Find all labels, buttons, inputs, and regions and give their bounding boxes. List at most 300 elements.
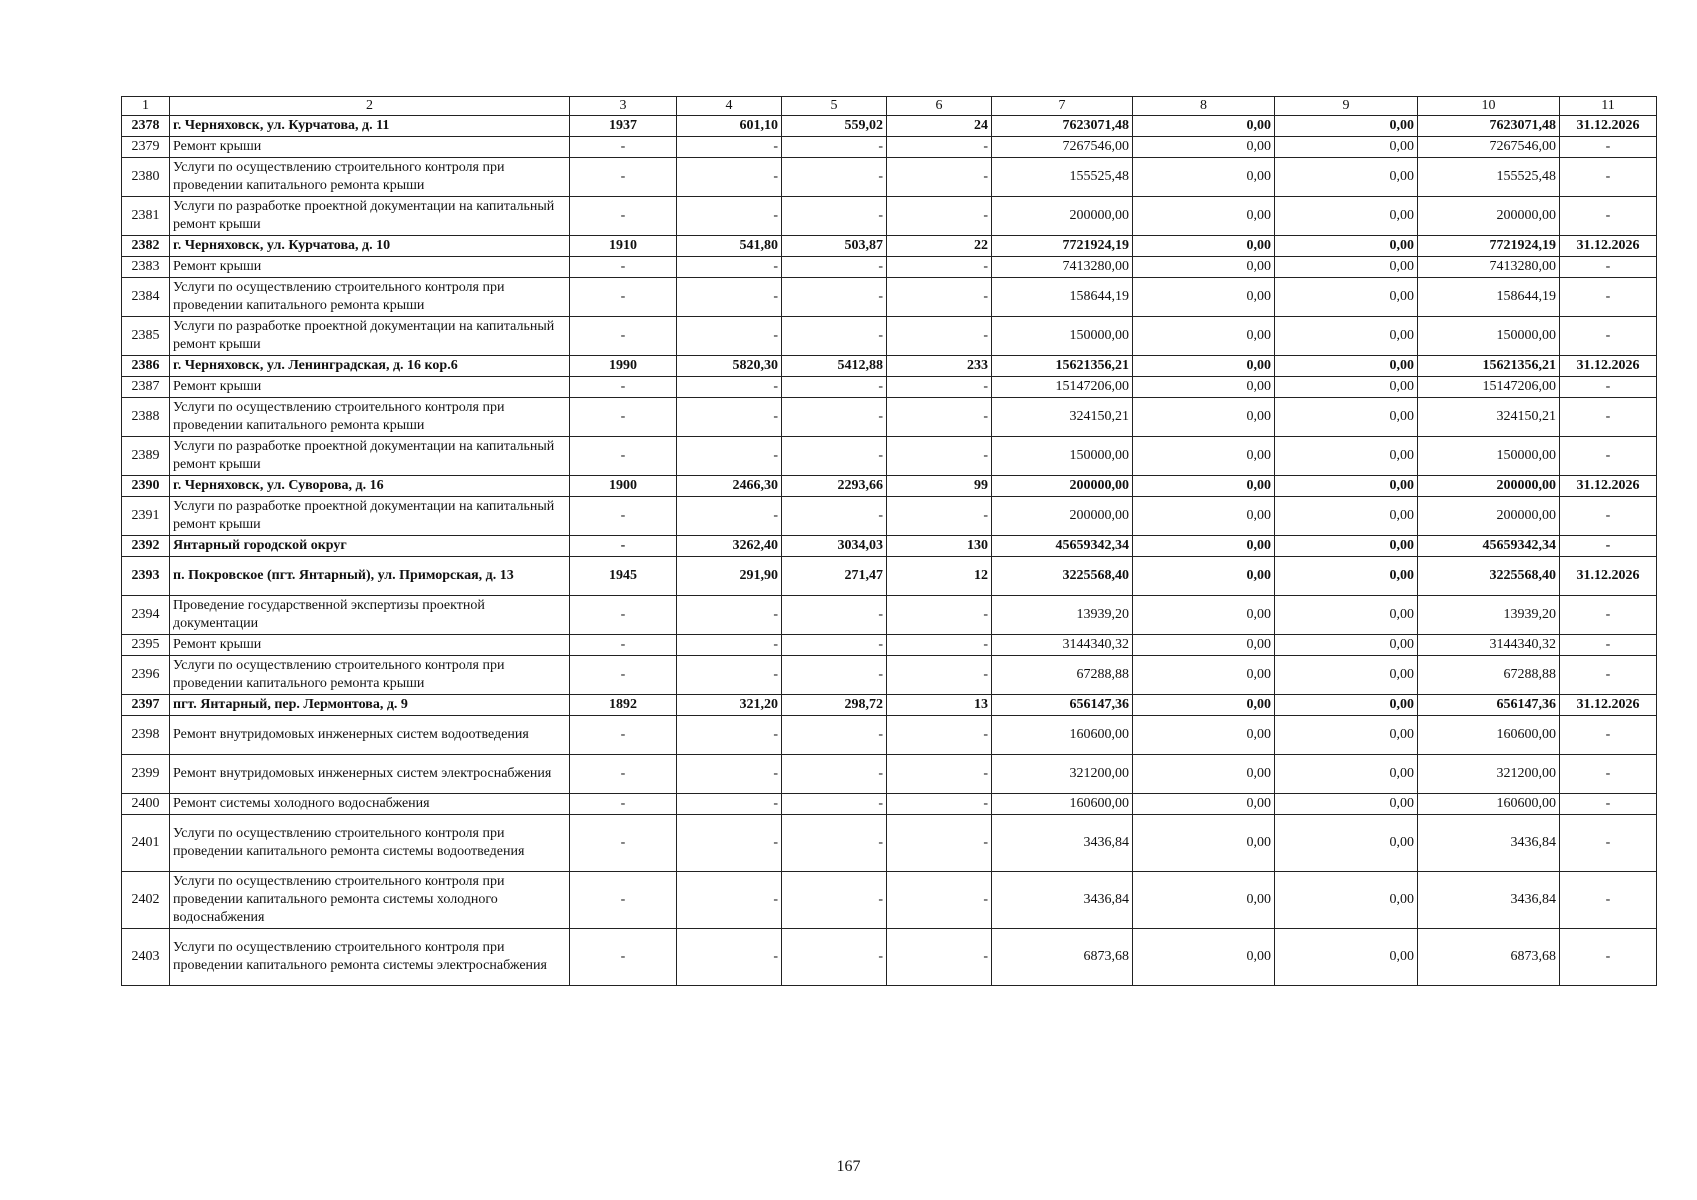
column-header: 10 xyxy=(1418,97,1560,116)
residents-count-cell: - xyxy=(887,794,992,815)
total-cost-cell: 160600,00 xyxy=(992,794,1133,815)
living-area-cell: 3034,03 xyxy=(782,536,887,557)
regional-funds-cell: 0,00 xyxy=(1133,257,1275,278)
item-description-cell: Проведение государственной экспертизы проектной документации xyxy=(170,596,570,635)
local-funds-cell: 0,00 xyxy=(1275,716,1418,755)
local-funds-cell: 0,00 xyxy=(1275,317,1418,356)
owner-funds-cell: 15621356,21 xyxy=(1418,356,1560,377)
row-number-cell: 2396 xyxy=(122,656,170,695)
living-area-cell: 5412,88 xyxy=(782,356,887,377)
living-area-cell: - xyxy=(782,716,887,755)
residents-count-cell: - xyxy=(887,377,992,398)
row-number-cell: 2400 xyxy=(122,794,170,815)
residents-count-cell: - xyxy=(887,197,992,236)
completion-date-cell: - xyxy=(1560,137,1657,158)
local-funds-cell: 0,00 xyxy=(1275,257,1418,278)
table-row xyxy=(122,596,1657,635)
living-area-cell: - xyxy=(782,317,887,356)
completion-date-cell: 31.12.2026 xyxy=(1560,236,1657,257)
year-built-cell: - xyxy=(570,596,677,635)
total-cost-cell: 7413280,00 xyxy=(992,257,1133,278)
living-area-cell: 271,47 xyxy=(782,557,887,596)
item-description-cell: г. Черняховск, ул. Курчатова, д. 10 xyxy=(170,236,570,257)
total-cost-cell: 13939,20 xyxy=(992,596,1133,635)
regional-funds-cell: 0,00 xyxy=(1133,278,1275,317)
year-built-cell: - xyxy=(570,815,677,872)
owner-funds-cell: 158644,19 xyxy=(1418,278,1560,317)
total-area-cell: 601,10 xyxy=(677,116,782,137)
row-number-cell: 2379 xyxy=(122,137,170,158)
residents-count-cell: 12 xyxy=(887,557,992,596)
regional-funds-cell: 0,00 xyxy=(1133,815,1275,872)
column-header: 1 xyxy=(122,97,170,116)
item-description-cell: г. Черняховск, ул. Ленинградская, д. 16 кор.6 xyxy=(170,356,570,377)
completion-date-cell: - xyxy=(1560,815,1657,872)
total-cost-cell: 150000,00 xyxy=(992,437,1133,476)
total-area-cell: - xyxy=(677,497,782,536)
regional-funds-cell: 0,00 xyxy=(1133,755,1275,794)
residents-count-cell: - xyxy=(887,635,992,656)
total-cost-cell: 200000,00 xyxy=(992,197,1133,236)
owner-funds-cell: 3436,84 xyxy=(1418,815,1560,872)
column-header: 6 xyxy=(887,97,992,116)
column-header: 4 xyxy=(677,97,782,116)
regional-funds-cell: 0,00 xyxy=(1133,317,1275,356)
living-area-cell: 559,02 xyxy=(782,116,887,137)
owner-funds-cell: 200000,00 xyxy=(1418,497,1560,536)
register-table-container xyxy=(121,96,1656,986)
item-description-cell: г. Черняховск, ул. Курчатова, д. 11 xyxy=(170,116,570,137)
completion-date-cell: - xyxy=(1560,872,1657,929)
local-funds-cell: 0,00 xyxy=(1275,137,1418,158)
total-cost-cell: 7267546,00 xyxy=(992,137,1133,158)
table-row xyxy=(122,536,1657,557)
item-description-cell: Ремонт крыши xyxy=(170,635,570,656)
residents-count-cell: - xyxy=(887,815,992,872)
table-row xyxy=(122,317,1657,356)
item-description-cell: Услуги по осуществлению строительного контроля при проведении капитального ремонта крыши xyxy=(170,158,570,197)
completion-date-cell: - xyxy=(1560,377,1657,398)
year-built-cell: - xyxy=(570,197,677,236)
owner-funds-cell: 13939,20 xyxy=(1418,596,1560,635)
year-built-cell: - xyxy=(570,377,677,398)
regional-funds-cell: 0,00 xyxy=(1133,236,1275,257)
residents-count-cell: - xyxy=(887,656,992,695)
total-area-cell: - xyxy=(677,278,782,317)
total-cost-cell: 3144340,32 xyxy=(992,635,1133,656)
residents-count-cell: - xyxy=(887,596,992,635)
living-area-cell: - xyxy=(782,635,887,656)
owner-funds-cell: 7623071,48 xyxy=(1418,116,1560,137)
column-header: 2 xyxy=(170,97,570,116)
regional-funds-cell: 0,00 xyxy=(1133,437,1275,476)
table-row xyxy=(122,356,1657,377)
total-cost-cell: 15147206,00 xyxy=(992,377,1133,398)
year-built-cell: - xyxy=(570,278,677,317)
residents-count-cell: - xyxy=(887,716,992,755)
regional-funds-cell: 0,00 xyxy=(1133,356,1275,377)
completion-date-cell: - xyxy=(1560,437,1657,476)
year-built-cell: - xyxy=(570,317,677,356)
completion-date-cell: 31.12.2026 xyxy=(1560,116,1657,137)
completion-date-cell: - xyxy=(1560,158,1657,197)
owner-funds-cell: 160600,00 xyxy=(1418,794,1560,815)
regional-funds-cell: 0,00 xyxy=(1133,398,1275,437)
item-description-cell: Услуги по разработке проектной документации на капитальный ремонт крыши xyxy=(170,317,570,356)
local-funds-cell: 0,00 xyxy=(1275,197,1418,236)
living-area-cell: 298,72 xyxy=(782,695,887,716)
row-number-cell: 2394 xyxy=(122,596,170,635)
owner-funds-cell: 45659342,34 xyxy=(1418,536,1560,557)
completion-date-cell: - xyxy=(1560,755,1657,794)
regional-funds-cell: 0,00 xyxy=(1133,872,1275,929)
table-row xyxy=(122,236,1657,257)
column-header: 11 xyxy=(1560,97,1657,116)
residents-count-cell: - xyxy=(887,497,992,536)
total-area-cell: - xyxy=(677,635,782,656)
year-built-cell: - xyxy=(570,158,677,197)
owner-funds-cell: 15147206,00 xyxy=(1418,377,1560,398)
table-row xyxy=(122,158,1657,197)
owner-funds-cell: 150000,00 xyxy=(1418,317,1560,356)
item-description-cell: Ремонт внутридомовых инженерных систем электроснабжения xyxy=(170,755,570,794)
row-number-cell: 2390 xyxy=(122,476,170,497)
owner-funds-cell: 200000,00 xyxy=(1418,197,1560,236)
total-cost-cell: 45659342,34 xyxy=(992,536,1133,557)
row-number-cell: 2403 xyxy=(122,929,170,986)
row-number-cell: 2378 xyxy=(122,116,170,137)
owner-funds-cell: 7721924,19 xyxy=(1418,236,1560,257)
header-row xyxy=(122,97,1657,116)
total-cost-cell: 158644,19 xyxy=(992,278,1133,317)
total-area-cell: 3262,40 xyxy=(677,536,782,557)
row-number-cell: 2391 xyxy=(122,497,170,536)
total-area-cell: - xyxy=(677,929,782,986)
regional-funds-cell: 0,00 xyxy=(1133,656,1275,695)
residents-count-cell: 13 xyxy=(887,695,992,716)
year-built-cell: - xyxy=(570,794,677,815)
year-built-cell: 1910 xyxy=(570,236,677,257)
living-area-cell: - xyxy=(782,656,887,695)
total-cost-cell: 67288,88 xyxy=(992,656,1133,695)
regional-funds-cell: 0,00 xyxy=(1133,635,1275,656)
completion-date-cell: - xyxy=(1560,716,1657,755)
table-row xyxy=(122,815,1657,872)
table-row xyxy=(122,695,1657,716)
owner-funds-cell: 155525,48 xyxy=(1418,158,1560,197)
living-area-cell: - xyxy=(782,197,887,236)
residents-count-cell: - xyxy=(887,398,992,437)
total-cost-cell: 3436,84 xyxy=(992,872,1133,929)
local-funds-cell: 0,00 xyxy=(1275,497,1418,536)
owner-funds-cell: 160600,00 xyxy=(1418,716,1560,755)
total-cost-cell: 656147,36 xyxy=(992,695,1133,716)
completion-date-cell: 31.12.2026 xyxy=(1560,557,1657,596)
year-built-cell: - xyxy=(570,536,677,557)
owner-funds-cell: 6873,68 xyxy=(1418,929,1560,986)
item-description-cell: Услуги по осуществлению строительного контроля при проведении капитального ремонта крыши xyxy=(170,656,570,695)
year-built-cell: - xyxy=(570,497,677,536)
residents-count-cell: 233 xyxy=(887,356,992,377)
column-header: 7 xyxy=(992,97,1133,116)
row-number-cell: 2401 xyxy=(122,815,170,872)
total-area-cell: - xyxy=(677,257,782,278)
total-cost-cell: 6873,68 xyxy=(992,929,1133,986)
living-area-cell: - xyxy=(782,257,887,278)
completion-date-cell: - xyxy=(1560,197,1657,236)
total-area-cell: - xyxy=(677,656,782,695)
item-description-cell: Услуги по осуществлению строительного контроля при проведении капитального ремонта крыши xyxy=(170,398,570,437)
row-number-cell: 2388 xyxy=(122,398,170,437)
total-cost-cell: 150000,00 xyxy=(992,317,1133,356)
table-row xyxy=(122,137,1657,158)
item-description-cell: Услуги по разработке проектной документации на капитальный ремонт крыши xyxy=(170,437,570,476)
total-cost-cell: 200000,00 xyxy=(992,497,1133,536)
residents-count-cell: - xyxy=(887,137,992,158)
total-area-cell: - xyxy=(677,317,782,356)
item-description-cell: Ремонт крыши xyxy=(170,257,570,278)
item-description-cell: пгт. Янтарный, пер. Лермонтова, д. 9 xyxy=(170,695,570,716)
row-number-cell: 2386 xyxy=(122,356,170,377)
completion-date-cell: - xyxy=(1560,536,1657,557)
year-built-cell: - xyxy=(570,398,677,437)
completion-date-cell: 31.12.2026 xyxy=(1560,356,1657,377)
owner-funds-cell: 150000,00 xyxy=(1418,437,1560,476)
local-funds-cell: 0,00 xyxy=(1275,872,1418,929)
local-funds-cell: 0,00 xyxy=(1275,815,1418,872)
completion-date-cell: - xyxy=(1560,794,1657,815)
residents-count-cell: 24 xyxy=(887,116,992,137)
regional-funds-cell: 0,00 xyxy=(1133,377,1275,398)
owner-funds-cell: 3144340,32 xyxy=(1418,635,1560,656)
table-row xyxy=(122,377,1657,398)
total-area-cell: - xyxy=(677,437,782,476)
completion-date-cell: - xyxy=(1560,278,1657,317)
local-funds-cell: 0,00 xyxy=(1275,398,1418,437)
regional-funds-cell: 0,00 xyxy=(1133,716,1275,755)
column-header: 9 xyxy=(1275,97,1418,116)
total-cost-cell: 3225568,40 xyxy=(992,557,1133,596)
residents-count-cell: - xyxy=(887,158,992,197)
total-cost-cell: 7721924,19 xyxy=(992,236,1133,257)
item-description-cell: п. Покровское (пгт. Янтарный), ул. Приморская, д. 13 xyxy=(170,557,570,596)
row-number-cell: 2380 xyxy=(122,158,170,197)
regional-funds-cell: 0,00 xyxy=(1133,794,1275,815)
table-row xyxy=(122,872,1657,929)
row-number-cell: 2383 xyxy=(122,257,170,278)
total-area-cell: 2466,30 xyxy=(677,476,782,497)
register-table xyxy=(121,96,1657,986)
item-description-cell: Ремонт крыши xyxy=(170,377,570,398)
table-row xyxy=(122,278,1657,317)
completion-date-cell: 31.12.2026 xyxy=(1560,695,1657,716)
living-area-cell: - xyxy=(782,278,887,317)
completion-date-cell: - xyxy=(1560,317,1657,356)
living-area-cell: 2293,66 xyxy=(782,476,887,497)
local-funds-cell: 0,00 xyxy=(1275,236,1418,257)
table-row xyxy=(122,197,1657,236)
year-built-cell: - xyxy=(570,635,677,656)
regional-funds-cell: 0,00 xyxy=(1133,476,1275,497)
table-body xyxy=(122,116,1657,986)
row-number-cell: 2389 xyxy=(122,437,170,476)
residents-count-cell: - xyxy=(887,872,992,929)
item-description-cell: Услуги по разработке проектной документации на капитальный ремонт крыши xyxy=(170,197,570,236)
living-area-cell: 503,87 xyxy=(782,236,887,257)
total-area-cell: - xyxy=(677,377,782,398)
row-number-cell: 2381 xyxy=(122,197,170,236)
local-funds-cell: 0,00 xyxy=(1275,596,1418,635)
total-cost-cell: 7623071,48 xyxy=(992,116,1133,137)
year-built-cell: 1945 xyxy=(570,557,677,596)
total-area-cell: - xyxy=(677,815,782,872)
total-area-cell: 541,80 xyxy=(677,236,782,257)
table-row xyxy=(122,794,1657,815)
total-area-cell: - xyxy=(677,197,782,236)
local-funds-cell: 0,00 xyxy=(1275,476,1418,497)
total-cost-cell: 160600,00 xyxy=(992,716,1133,755)
column-header: 8 xyxy=(1133,97,1275,116)
year-built-cell: 1990 xyxy=(570,356,677,377)
page-number: 167 xyxy=(836,1158,861,1175)
living-area-cell: - xyxy=(782,137,887,158)
owner-funds-cell: 7413280,00 xyxy=(1418,257,1560,278)
local-funds-cell: 0,00 xyxy=(1275,158,1418,197)
local-funds-cell: 0,00 xyxy=(1275,536,1418,557)
owner-funds-cell: 324150,21 xyxy=(1418,398,1560,437)
owner-funds-cell: 3436,84 xyxy=(1418,872,1560,929)
year-built-cell: - xyxy=(570,716,677,755)
living-area-cell: - xyxy=(782,497,887,536)
regional-funds-cell: 0,00 xyxy=(1133,197,1275,236)
total-area-cell: - xyxy=(677,716,782,755)
total-area-cell: - xyxy=(677,398,782,437)
living-area-cell: - xyxy=(782,872,887,929)
residents-count-cell: - xyxy=(887,437,992,476)
year-built-cell: 1900 xyxy=(570,476,677,497)
year-built-cell: - xyxy=(570,755,677,794)
living-area-cell: - xyxy=(782,755,887,794)
total-area-cell: - xyxy=(677,137,782,158)
total-area-cell: 291,90 xyxy=(677,557,782,596)
residents-count-cell: - xyxy=(887,257,992,278)
row-number-cell: 2387 xyxy=(122,377,170,398)
completion-date-cell: - xyxy=(1560,929,1657,986)
completion-date-cell: - xyxy=(1560,635,1657,656)
regional-funds-cell: 0,00 xyxy=(1133,137,1275,158)
row-number-cell: 2382 xyxy=(122,236,170,257)
completion-date-cell: - xyxy=(1560,398,1657,437)
local-funds-cell: 0,00 xyxy=(1275,116,1418,137)
item-description-cell: Янтарный городской округ xyxy=(170,536,570,557)
living-area-cell: - xyxy=(782,437,887,476)
owner-funds-cell: 200000,00 xyxy=(1418,476,1560,497)
living-area-cell: - xyxy=(782,158,887,197)
local-funds-cell: 0,00 xyxy=(1275,377,1418,398)
table-row xyxy=(122,116,1657,137)
total-cost-cell: 321200,00 xyxy=(992,755,1133,794)
total-cost-cell: 155525,48 xyxy=(992,158,1133,197)
local-funds-cell: 0,00 xyxy=(1275,656,1418,695)
table-row xyxy=(122,716,1657,755)
local-funds-cell: 0,00 xyxy=(1275,356,1418,377)
regional-funds-cell: 0,00 xyxy=(1133,695,1275,716)
item-description-cell: Услуги по осуществлению строительного контроля при проведении капитального ремонта системы электроснабжения xyxy=(170,929,570,986)
row-number-cell: 2402 xyxy=(122,872,170,929)
total-cost-cell: 15621356,21 xyxy=(992,356,1133,377)
total-area-cell: 5820,30 xyxy=(677,356,782,377)
completion-date-cell: - xyxy=(1560,497,1657,536)
table-row xyxy=(122,437,1657,476)
year-built-cell: - xyxy=(570,437,677,476)
item-description-cell: Ремонт системы холодного водоснабжения xyxy=(170,794,570,815)
row-number-cell: 2395 xyxy=(122,635,170,656)
table-row xyxy=(122,635,1657,656)
table-row xyxy=(122,476,1657,497)
total-area-cell: - xyxy=(677,596,782,635)
item-description-cell: Услуги по разработке проектной документации на капитальный ремонт крыши xyxy=(170,497,570,536)
local-funds-cell: 0,00 xyxy=(1275,557,1418,596)
year-built-cell: - xyxy=(570,257,677,278)
year-built-cell: - xyxy=(570,137,677,158)
table-row xyxy=(122,257,1657,278)
owner-funds-cell: 3225568,40 xyxy=(1418,557,1560,596)
item-description-cell: Услуги по осуществлению строительного контроля при проведении капитального ремонта системы холодного водоснабжения xyxy=(170,872,570,929)
residents-count-cell: - xyxy=(887,755,992,794)
regional-funds-cell: 0,00 xyxy=(1133,497,1275,536)
table-row xyxy=(122,656,1657,695)
row-number-cell: 2385 xyxy=(122,317,170,356)
local-funds-cell: 0,00 xyxy=(1275,437,1418,476)
completion-date-cell: - xyxy=(1560,596,1657,635)
owner-funds-cell: 656147,36 xyxy=(1418,695,1560,716)
item-description-cell: Услуги по осуществлению строительного контроля при проведении капитального ремонта крыши xyxy=(170,278,570,317)
regional-funds-cell: 0,00 xyxy=(1133,596,1275,635)
regional-funds-cell: 0,00 xyxy=(1133,557,1275,596)
residents-count-cell: 22 xyxy=(887,236,992,257)
local-funds-cell: 0,00 xyxy=(1275,695,1418,716)
living-area-cell: - xyxy=(782,377,887,398)
completion-date-cell: 31.12.2026 xyxy=(1560,476,1657,497)
owner-funds-cell: 67288,88 xyxy=(1418,656,1560,695)
column-header: 3 xyxy=(570,97,677,116)
owner-funds-cell: 321200,00 xyxy=(1418,755,1560,794)
local-funds-cell: 0,00 xyxy=(1275,635,1418,656)
regional-funds-cell: 0,00 xyxy=(1133,116,1275,137)
row-number-cell: 2393 xyxy=(122,557,170,596)
residents-count-cell: - xyxy=(887,929,992,986)
table-row xyxy=(122,929,1657,986)
year-built-cell: - xyxy=(570,929,677,986)
regional-funds-cell: 0,00 xyxy=(1133,929,1275,986)
residents-count-cell: - xyxy=(887,278,992,317)
total-cost-cell: 200000,00 xyxy=(992,476,1133,497)
table-row xyxy=(122,557,1657,596)
living-area-cell: - xyxy=(782,929,887,986)
row-number-cell: 2384 xyxy=(122,278,170,317)
total-area-cell: - xyxy=(677,794,782,815)
residents-count-cell: - xyxy=(887,317,992,356)
column-header: 5 xyxy=(782,97,887,116)
living-area-cell: - xyxy=(782,596,887,635)
year-built-cell: - xyxy=(570,872,677,929)
owner-funds-cell: 7267546,00 xyxy=(1418,137,1560,158)
residents-count-cell: 130 xyxy=(887,536,992,557)
completion-date-cell: - xyxy=(1560,656,1657,695)
row-number-cell: 2397 xyxy=(122,695,170,716)
total-area-cell: - xyxy=(677,872,782,929)
regional-funds-cell: 0,00 xyxy=(1133,158,1275,197)
